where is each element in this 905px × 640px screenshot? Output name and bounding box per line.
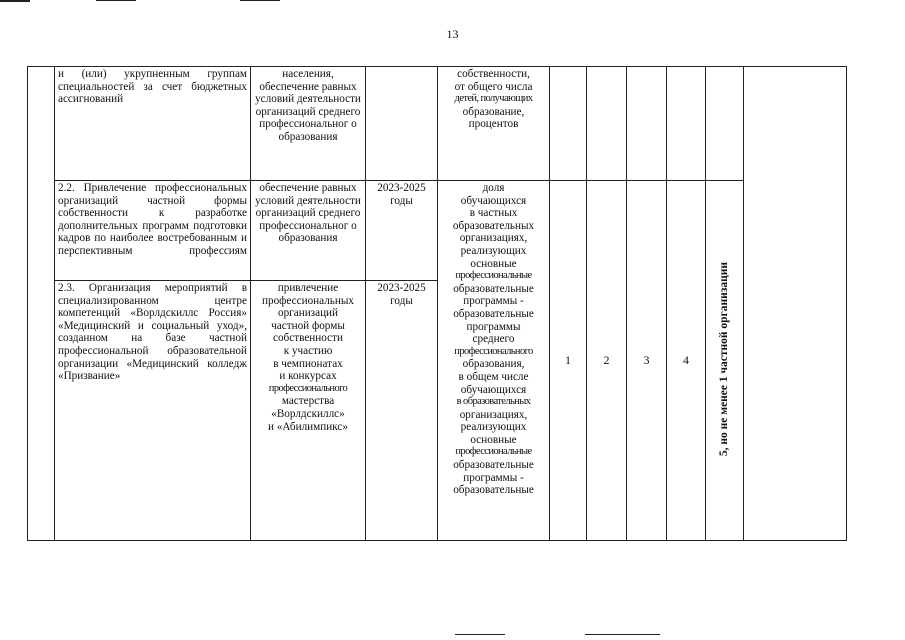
indicator-line: в образовательных — [456, 396, 531, 408]
goal-line: профессионального — [268, 382, 348, 394]
indicator-line: профессиональные — [455, 446, 532, 458]
scan-artifact-line — [240, 0, 280, 1]
value-cell: 1 — [550, 181, 587, 541]
goal-cell: населения, обеспечение равных условий деятельности организаций среднего профессиональног о образования — [251, 67, 366, 181]
value-cell: 4 — [667, 181, 706, 541]
event-cell: и (или) укрупненным группам специальностей за счет бюджетных ассигнований — [55, 67, 251, 181]
target-cell — [706, 67, 744, 181]
indicator-line: профессионального — [454, 345, 533, 357]
page-number: 13 — [446, 27, 459, 41]
goal-line: собственности — [273, 332, 343, 345]
goal-line: организаций — [277, 307, 339, 320]
scan-artifact-line — [585, 634, 660, 635]
index-cell — [28, 67, 55, 541]
goal-line: и конкурсах — [279, 370, 337, 383]
value-cell: 2 — [587, 181, 627, 541]
table-row — [28, 181, 847, 281]
value-cell — [667, 67, 706, 181]
goal-line: в чемпионатах — [273, 357, 343, 370]
indicator-line: образовательные — [453, 459, 534, 472]
indicator-line: обучающихся — [460, 383, 527, 396]
goal-line: и «Абилимпикс» — [268, 420, 348, 433]
period-cell — [366, 67, 438, 181]
indicator-line: образовательные — [453, 307, 534, 320]
goal-line: к участию — [283, 344, 333, 357]
value-cell — [627, 67, 667, 181]
goal-line: привлечение — [277, 282, 339, 294]
indicator-line: обучающихся — [460, 194, 527, 207]
goal-line: мастерства — [281, 395, 335, 408]
value-cell — [550, 67, 587, 181]
indicator-line: образовательных — [452, 219, 535, 232]
indicator-cell — [438, 181, 550, 541]
indicator-line: основные — [470, 257, 517, 270]
indicator-line: реализующих — [460, 244, 527, 257]
table-row — [28, 67, 847, 181]
indicator-line: реализующих — [460, 421, 527, 434]
indicator-line: в общем числе — [458, 370, 529, 383]
indicator-line: в частных — [469, 207, 518, 220]
indicator-line: программы - — [463, 471, 524, 484]
indicator-cell — [438, 67, 550, 181]
indicator-line: программы — [466, 320, 521, 333]
indicator-line: детей, получающих — [454, 93, 533, 105]
goal-cell: обеспечение равных условий деятельности организаций среднего профессиональног о образования — [251, 181, 366, 281]
scan-artifact-line — [0, 0, 30, 2]
indicator-line: образования, — [462, 358, 525, 371]
event-cell: 2.3. Организация мероприятий в специализированном центре компетенций «Ворлдскиллс Россия» «Медицинский и социальный уход», созданном на базе частной профессиональной образовательной организации «Медицинский колледж «Призвание» — [55, 281, 251, 541]
target-cell — [706, 181, 744, 541]
measures-table — [27, 66, 847, 541]
event-cell: 2.2. Привлечение профессиональных организаций частной формы собственности к разработке дополнительных программ подготовки кадров по наиболее востребованным и перспективным профессиям — [55, 181, 251, 281]
scan-artifact-line — [96, 0, 136, 1]
indicator-line: профессиональные — [455, 270, 532, 282]
indicator-line: организациях, — [459, 232, 528, 245]
indicator-line: собственности, — [457, 68, 530, 80]
value-cell — [587, 67, 627, 181]
indicator-line: процентов — [468, 118, 519, 131]
target-vertical-text: 5, но не менее 1 частной организации — [718, 261, 731, 456]
indicator-line: образовательные — [453, 282, 534, 295]
indicator-line: основные — [470, 433, 517, 446]
period-cell: 2023-2025 годы — [366, 181, 438, 281]
period-cell: 2023-2025 годы — [366, 281, 438, 541]
indicator-line: организациях, — [459, 408, 528, 421]
scan-artifact-line — [455, 634, 505, 635]
indicator-line: образовательные — [453, 484, 534, 497]
goal-line: профессиональных — [261, 294, 354, 307]
goal-line: «Ворлдскиллс» — [271, 407, 345, 420]
indicator-line: доля — [482, 182, 505, 194]
indicator-line: среднего — [472, 333, 515, 346]
indicator-line: образование, — [462, 105, 525, 118]
value-cell: 3 — [627, 181, 667, 541]
goal-line: частной формы — [271, 319, 345, 332]
notes-cell — [744, 67, 847, 541]
indicator-line: программы - — [463, 295, 524, 308]
goal-cell — [251, 281, 366, 541]
indicator-line: от общего числа — [454, 80, 533, 93]
